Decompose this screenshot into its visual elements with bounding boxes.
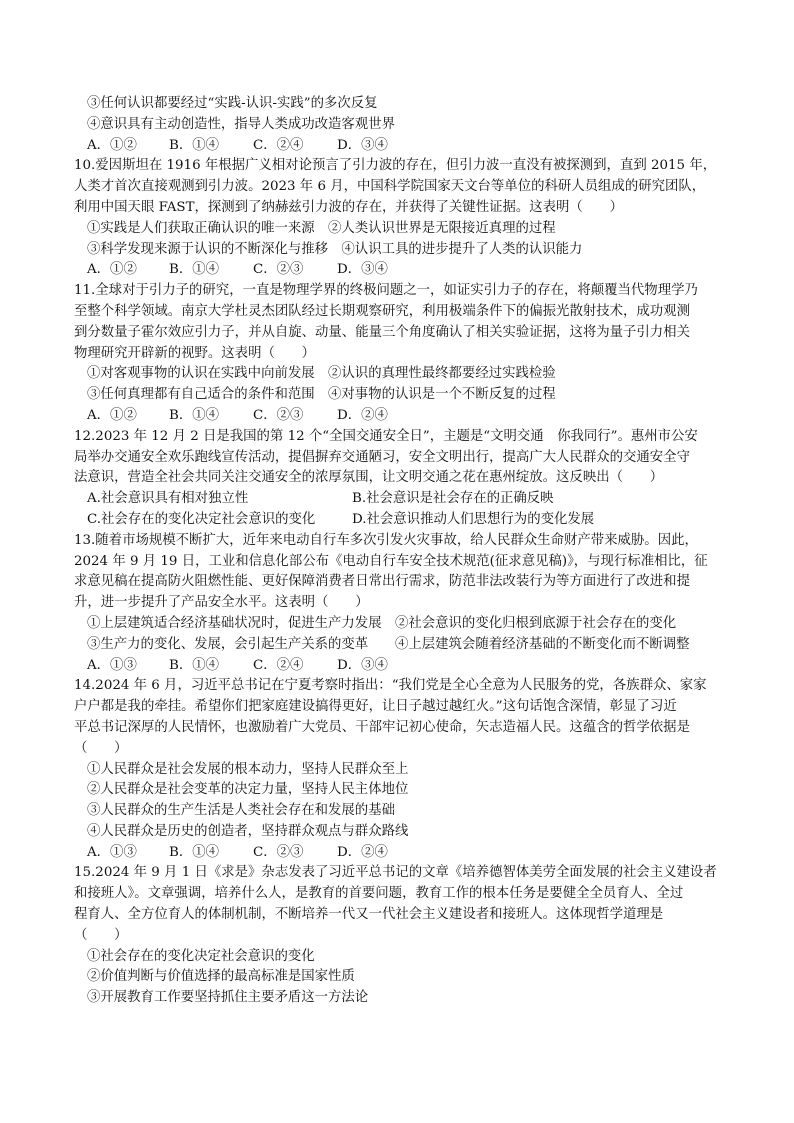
answer-choice: A．①② <box>87 262 137 278</box>
q12-stem-line: 法意识，营造全社会共同关注交通安全的浓厚氛围，让文明交通之花在惠州绽放。这反映出（ ） <box>74 470 664 486</box>
answer-choice: A．①③ <box>87 844 137 860</box>
q14-stem-line: 平总书记深厚的人民情怀，也激励着广大党员、干部牢记初心使命，矢志造福人民。这蕴含的哲学依据是 <box>74 719 690 735</box>
q11-stem-line: 到分数量子霍尔效应引力子，并从自旋、动量、能量三个角度确认了相关实验证据，这将为量子引力相关 <box>74 324 690 340</box>
answer-choice: B．①④ <box>169 844 220 860</box>
q13-stem-line: 升，进一步提升了产品安全水平。这表明（ ） <box>74 595 369 611</box>
q10-options-row: ③科学发现来源于认识的不断深化与推移 ④认识工具的进步提升了人类的认识能力 <box>87 241 583 257</box>
q12-option-c: C.社会存在的变化决定社会意识的变化 <box>87 511 316 527</box>
q12-stem-line: 12.2023 年 12 月 2 日是我国的第 12 个“全国交通安全日”，主题是“文明交通 你我同行”。惠州市公安 <box>74 428 698 444</box>
q10-options-row: ①实践是人们获取正确认识的唯一来源 ②人类认识世界是无限接近真理的过程 <box>87 220 556 236</box>
q12-option-d: D.社会意识推动人们思想行为的变化发展 <box>352 511 595 527</box>
answer-choice: D．③④ <box>337 137 388 153</box>
q14-stem-line: （ ） <box>74 740 128 756</box>
q12-stem-line: 局举办交通安全欢乐跑线宣传活动，提倡摒弃交通陋习，安全文明出行，提高广大人民群众的交通安全守 <box>74 449 690 465</box>
q14-option: ④人民群众是历史的创造者，坚持群众观点与群众路线 <box>87 823 409 839</box>
answer-choice: A．①③ <box>87 657 137 673</box>
q11-stem-line: 11.全球对于引力子的研究，一直是物理学界的终极问题之一，如证实引力子的存在，将颠覆当代物理学乃 <box>74 283 698 299</box>
answer-choice: C．②③ <box>253 262 304 278</box>
question-list <box>74 94 720 1009</box>
answer-choice: C．②③ <box>253 844 304 860</box>
q14-stem-line: 14.2024 年 6 月，习近平总书记在宁夏考察时指出：“我们党是全心全意为人民服务的党，各族群众、家家 <box>74 678 707 694</box>
q14-option: ③人民群众的生产生活是人类社会存在和发展的基础 <box>87 803 395 819</box>
q15-stem-line: 程育人、全方位育人的体制机制，不断培养一代又一代社会主义建设者和接班人。这体现哲学道理是 <box>74 907 664 923</box>
q10-stem-line: 10.爱因斯坦在 1916 年根据广义相对论预言了引力波的存在，但引力波一直没有被探测到，直到 2015 年， <box>74 158 717 174</box>
q12-options-row <box>74 510 720 531</box>
q15-option: ③开展教育工作要坚持抓住主要矛盾这一方法论 <box>87 990 369 1006</box>
q13-options-row: ③生产力的变化、发展，会引起生产关系的变革 ④上层建筑会随着经济基础的不断变化而不断调整 <box>87 636 690 652</box>
q10-answers <box>74 260 720 281</box>
q11-stem-line: 物理研究开辟新的视野。这表明（ ） <box>74 345 316 361</box>
q14-stem-line: 户户都是我的牵挂。希望你们把家庭建设搞得更好，让日子越过越红火。”这句话饱含深情，彰显了习近 <box>74 699 677 715</box>
q13-answers <box>74 656 720 677</box>
answer-choice: D．②④ <box>337 844 388 860</box>
answer-choice: B．①④ <box>169 262 220 278</box>
q15-option: ①社会存在的变化决定社会意识的变化 <box>87 948 315 964</box>
answer-choice: B．①④ <box>169 657 220 673</box>
answer-choice: C．②④ <box>253 137 304 153</box>
answer-choice: C．②③ <box>253 407 304 423</box>
q14-option: ①人民群众是社会发展的根本动力，坚持人民群众至上 <box>87 761 409 777</box>
q14-option: ②人民群众是社会变革的决定力量，坚持人民主体地位 <box>87 782 409 798</box>
q13-stem-line: 2024 年 9 月 19 日，工业和信息化部公布《电动自行车安全技术规范(征求意见稿)》，与现行标准相比，征 <box>74 553 708 569</box>
q10-stem-line: 利用中国天眼 FAST，探测到了纳赫兹引力波的存在，并获得了关键性证据。这表明（ ） <box>74 199 623 215</box>
answer-choice: C．②④ <box>253 657 304 673</box>
q11-options-row: ①对客观事物的认识在实践中向前发展 ②认识的真理性最终都要经过实践检验 <box>87 366 556 382</box>
q12-option-a: A.社会意识具有相对独立性 <box>87 491 249 507</box>
q15-stem-line: 15.2024 年 9 月 1 日《求是》杂志发表了习近平总书记的文章《培养德智体美劳全面发展的社会主义建设者 <box>74 865 717 881</box>
q11-answers <box>74 406 720 427</box>
q9-option-3: ③任何认识都要经过“实践-认识-实践”的多次反复 <box>87 96 378 111</box>
answer-choice: B．①④ <box>169 137 220 153</box>
q9-answers <box>74 136 720 157</box>
q14-answers <box>74 843 720 864</box>
answer-choice: B．①④ <box>169 407 220 423</box>
q15-option: ②价值判断与价值选择的最高标准是国家性质 <box>87 969 355 985</box>
q11-stem-line: 至整个科学领域。南京大学杜灵杰团队经过长期观察研究，利用极端条件下的偏振光散射技术，成功观测 <box>74 303 690 319</box>
q13-stem-line: 求意见稿在提高防火阻燃性能、更好保障消费者日常出行需求，防范非法改装行为等方面进行了改进和提 <box>74 574 690 590</box>
q12-option-b: B.社会意识是社会存在的正确反映 <box>352 491 554 507</box>
answer-choice: D．③④ <box>337 657 388 673</box>
q9-option-4: ④意识具有主动创造性，指导人类成功改造客观世界 <box>87 116 395 132</box>
q11-options-row: ③任何真理都有自己适合的条件和范围 ④对事物的认识是一个不断反复的过程 <box>87 387 556 403</box>
answer-choice: A．①② <box>87 407 137 423</box>
q13-stem-line: 13.随着市场规模不断扩大，近年来电动自行车多次引发火灾事故，给人民群众生命财产带来威胁。因此， <box>74 532 698 548</box>
answer-choice: D．②④ <box>337 407 388 423</box>
q12-options-row <box>74 489 720 510</box>
answer-choice: D．③④ <box>337 262 388 278</box>
q15-stem-line: （ ） <box>74 927 128 943</box>
q13-options-row: ①上层建筑适合经济基础状况时，促进生产力发展 ②社会意识的变化归根到底源于社会存在的变化 <box>87 615 677 631</box>
answer-choice: A．①② <box>87 137 137 153</box>
q10-stem-line: 人类才首次直接观测到引力波。2023 年 6 月，中国科学院国家天文台等单位的科研人员组成的研究团队， <box>74 179 706 195</box>
q15-stem-line: 和接班人》。文章强调，培养什么人，是教育的首要问题，教育工作的根本任务是要健全全员育人、全过 <box>74 886 684 902</box>
